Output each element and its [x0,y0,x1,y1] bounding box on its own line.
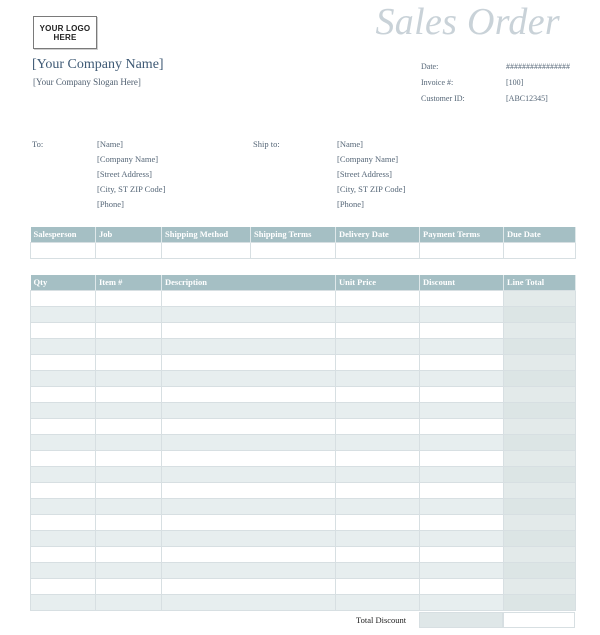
unit-price-cell[interactable] [336,594,420,610]
total-discount-cell[interactable] [419,612,503,628]
table-row [31,418,576,434]
table-row [31,402,576,418]
item-number-cell[interactable] [96,322,162,338]
description-cell[interactable] [162,594,336,610]
col-description: Description [162,275,336,290]
ship-to-company: [Company Name] [337,154,399,164]
description-cell[interactable] [162,514,336,530]
unit-price-cell[interactable] [336,370,420,386]
item-number-cell[interactable] [96,354,162,370]
description-cell[interactable] [162,466,336,482]
unit-price-cell[interactable] [336,482,420,498]
description-cell[interactable] [162,450,336,466]
customer-id-value: [ABC12345] [506,94,548,103]
discount-cell[interactable] [420,338,504,354]
unit-price-cell[interactable] [336,386,420,402]
col-shipping-terms: Shipping Terms [251,227,336,242]
table-row [31,562,576,578]
qty-cell[interactable] [31,290,96,306]
col-job: Job [96,227,162,242]
table-row [31,514,576,530]
unit-price-cell[interactable] [336,290,420,306]
bill-to-company: [Company Name] [97,154,159,164]
line-total-cell[interactable] [504,530,576,546]
table-row [31,338,576,354]
ship-to-label: Ship to: [253,139,280,149]
shipping-method-cell[interactable] [162,242,251,258]
qty-cell[interactable] [31,322,96,338]
qty-cell[interactable] [31,306,96,322]
discount-cell[interactable] [420,594,504,610]
col-due-date: Due Date [504,227,576,242]
logo-placeholder [33,16,97,49]
col-payment-terms: Payment Terms [420,227,504,242]
date-label: Date: [421,62,439,71]
company-slogan: [Your Company Slogan Here] [33,77,141,87]
unit-price-cell[interactable] [336,434,420,450]
unit-price-cell[interactable] [336,418,420,434]
description-cell[interactable] [162,306,336,322]
table-row [31,290,576,306]
line-total-cell[interactable] [504,466,576,482]
line-total-cell[interactable] [504,482,576,498]
description-cell[interactable] [162,546,336,562]
description-cell[interactable] [162,370,336,386]
line-total-cell[interactable] [504,370,576,386]
description-cell[interactable] [162,434,336,450]
description-cell[interactable] [162,418,336,434]
discount-cell[interactable] [420,354,504,370]
description-cell[interactable] [162,530,336,546]
col-qty: Qty [31,275,96,290]
description-cell[interactable] [162,386,336,402]
company-name: [Your Company Name] [32,57,164,72]
line-total-cell[interactable] [504,578,576,594]
qty-cell[interactable] [31,386,96,402]
ship-to-street: [Street Address] [337,169,393,179]
item-number-cell[interactable] [96,498,162,514]
bill-to-city: [City, ST ZIP Code] [97,184,166,194]
line-total-cell[interactable] [504,338,576,354]
item-number-cell[interactable] [96,306,162,322]
discount-cell[interactable] [420,322,504,338]
unit-price-cell[interactable] [336,450,420,466]
ship-to-name: [Name] [337,139,363,149]
item-number-cell[interactable] [96,482,162,498]
due-date-cell[interactable] [504,242,576,258]
ship-to-phone: [Phone] [337,199,364,209]
total-discount-line-cell[interactable] [503,612,575,628]
unit-price-cell[interactable] [336,546,420,562]
item-number-cell[interactable] [96,562,162,578]
discount-cell[interactable] [420,386,504,402]
table-row [31,482,576,498]
qty-cell[interactable] [31,562,96,578]
qty-cell[interactable] [31,530,96,546]
table-row [31,578,576,594]
qty-cell[interactable] [31,514,96,530]
document-title: Sales Order [375,1,560,43]
discount-cell[interactable] [420,514,504,530]
description-cell[interactable] [162,290,336,306]
line-total-cell[interactable] [504,514,576,530]
unit-price-cell[interactable] [336,578,420,594]
item-number-cell[interactable] [96,594,162,610]
qty-cell[interactable] [31,466,96,482]
qty-cell[interactable] [31,482,96,498]
discount-cell[interactable] [420,530,504,546]
item-number-cell[interactable] [96,370,162,386]
line-total-cell[interactable] [504,450,576,466]
qty-cell[interactable] [31,498,96,514]
customer-id-label: Customer ID: [421,94,465,103]
item-number-cell[interactable] [96,450,162,466]
description-cell[interactable] [162,562,336,578]
item-number-cell[interactable] [96,338,162,354]
description-cell[interactable] [162,402,336,418]
unit-price-cell[interactable] [336,530,420,546]
item-number-cell[interactable] [96,546,162,562]
unit-price-cell[interactable] [336,306,420,322]
unit-price-cell[interactable] [336,514,420,530]
table-row [31,370,576,386]
unit-price-cell[interactable] [336,354,420,370]
item-number-cell[interactable] [96,514,162,530]
logo-text: YOUR LOGO HERE [39,23,91,42]
item-number-cell[interactable] [96,578,162,594]
bill-to-name: [Name] [97,139,123,149]
discount-cell[interactable] [420,418,504,434]
line-total-cell[interactable] [504,498,576,514]
discount-cell[interactable] [420,370,504,386]
unit-price-cell[interactable] [336,402,420,418]
date-value: ################ [506,62,570,71]
line-total-cell[interactable] [504,322,576,338]
discount-cell[interactable] [420,434,504,450]
description-cell[interactable] [162,354,336,370]
shipping-terms-cell[interactable] [251,242,336,258]
item-number-cell[interactable] [96,290,162,306]
description-cell[interactable] [162,338,336,354]
item-number-cell[interactable] [96,466,162,482]
order-details-table [30,227,575,259]
bill-to-label: To: [32,139,44,149]
invoice-label: Invoice #: [421,78,454,87]
table-row [31,306,576,322]
col-item-number: Item # [96,275,162,290]
qty-cell[interactable] [31,546,96,562]
qty-cell[interactable] [31,578,96,594]
salesperson-cell[interactable] [31,242,96,258]
item-number-cell[interactable] [96,418,162,434]
qty-cell[interactable] [31,354,96,370]
line-total-cell[interactable] [504,546,576,562]
payment-terms-cell[interactable] [420,242,504,258]
col-unit-price: Unit Price [336,275,420,290]
col-salesperson: Salesperson [31,227,96,242]
qty-cell[interactable] [31,402,96,418]
qty-cell[interactable] [31,594,96,610]
item-number-cell[interactable] [96,402,162,418]
item-number-cell[interactable] [96,386,162,402]
col-discount: Discount [420,275,504,290]
discount-cell[interactable] [420,290,504,306]
unit-price-cell[interactable] [336,338,420,354]
discount-cell[interactable] [420,562,504,578]
col-shipping-method: Shipping Method [162,227,251,242]
qty-cell[interactable] [31,450,96,466]
qty-cell[interactable] [31,370,96,386]
col-delivery-date: Delivery Date [336,227,420,242]
description-cell[interactable] [162,482,336,498]
unit-price-cell[interactable] [336,498,420,514]
discount-cell[interactable] [420,498,504,514]
discount-cell[interactable] [420,466,504,482]
invoice-value: [100] [506,78,524,87]
description-cell[interactable] [162,322,336,338]
discount-cell[interactable] [420,306,504,322]
item-number-cell[interactable] [96,434,162,450]
table-row [31,322,576,338]
bill-to-street: [Street Address] [97,169,153,179]
line-total-cell[interactable] [504,594,576,610]
discount-cell[interactable] [420,578,504,594]
delivery-date-cell[interactable] [336,242,420,258]
table-row [31,466,576,482]
unit-price-cell[interactable] [336,466,420,482]
line-total-cell[interactable] [504,354,576,370]
table-row [31,354,576,370]
qty-cell[interactable] [31,338,96,354]
description-cell[interactable] [162,498,336,514]
line-total-cell[interactable] [504,306,576,322]
col-line-total: Line Total [504,275,576,290]
unit-price-cell[interactable] [336,562,420,578]
table-row [31,530,576,546]
qty-cell[interactable] [31,434,96,450]
item-number-cell[interactable] [96,530,162,546]
discount-cell[interactable] [420,402,504,418]
line-total-cell[interactable] [504,418,576,434]
table-row [31,434,576,450]
table-row [31,594,576,610]
line-total-cell[interactable] [504,386,576,402]
line-total-cell[interactable] [504,562,576,578]
line-total-cell[interactable] [504,402,576,418]
unit-price-cell[interactable] [336,322,420,338]
discount-cell[interactable] [420,546,504,562]
qty-cell[interactable] [31,418,96,434]
table-row [31,546,576,562]
table-row [31,386,576,402]
job-cell[interactable] [96,242,162,258]
total-discount-label: Total Discount [356,615,407,625]
bill-to-phone: [Phone] [97,199,124,209]
table-row [31,450,576,466]
line-total-cell[interactable] [504,290,576,306]
description-cell[interactable] [162,578,336,594]
line-total-cell[interactable] [504,434,576,450]
table-row [31,498,576,514]
discount-cell[interactable] [420,482,504,498]
line-items-table [30,275,575,611]
ship-to-city: [City, ST ZIP Code] [337,184,406,194]
discount-cell[interactable] [420,450,504,466]
